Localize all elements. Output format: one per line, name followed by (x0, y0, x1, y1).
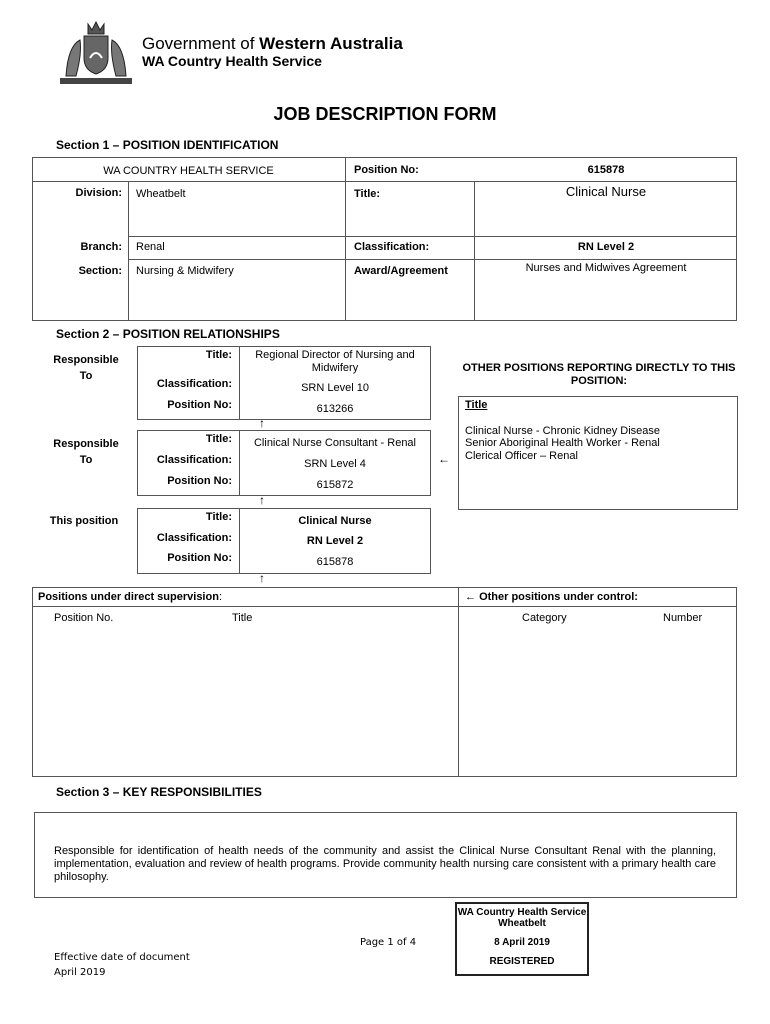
box2-position-no-label: Position No: (167, 475, 232, 487)
box3-position-no-value: 615878 (316, 556, 354, 568)
box-divider (239, 346, 240, 420)
box1-title-value: Regional Director of Nursing and Midwifery (255, 349, 415, 374)
org-name-line2: WA Country Health Service (142, 53, 322, 69)
position-no-value: 615878 (587, 164, 625, 176)
direct-supervision-label (38, 591, 222, 603)
box1-classification-label: Classification: (156, 378, 232, 390)
page-number: Page 1 of 4 (360, 937, 417, 948)
table-col-divider (345, 157, 346, 321)
section3-heading: Section 3 – KEY RESPONSIBILITIES (56, 785, 262, 799)
division-label: Division: (75, 187, 122, 199)
box3-position-no-label: Position No: (167, 552, 232, 564)
stamp-status: REGISTERED (489, 956, 555, 967)
box1-position-no-label: Position No: (167, 399, 232, 411)
section2-heading: Section 2 – POSITION RELATIONSHIPS (56, 327, 280, 341)
responsible-to-label: Responsible To (53, 354, 119, 382)
col-header-position-no: Position No. (54, 612, 114, 624)
branch-label: Branch: (80, 241, 122, 253)
other-title-header: Title (465, 399, 488, 411)
classification-label: Classification: (354, 241, 430, 253)
box3-classification-label: Classification: (156, 532, 232, 544)
award-label: Award/Agreement (354, 265, 448, 277)
box2-title-label: Title: (205, 433, 232, 445)
effective-date-value: April 2019 (54, 967, 106, 978)
table-col-divider (128, 181, 129, 321)
box1-title-label: Title: (205, 349, 232, 361)
box-divider (239, 508, 240, 574)
table-row-divider (128, 236, 737, 237)
title-label: Title: (354, 188, 381, 200)
direct-supervision-colon: : (218, 591, 222, 603)
division-value: Wheatbelt (136, 188, 186, 200)
box2-classification-value: SRN Level 4 (304, 458, 366, 470)
supervision-table (32, 587, 737, 777)
col-header-category: Category (522, 612, 567, 624)
position-no-label: Position No: (354, 164, 419, 176)
org-name-line1 (142, 34, 403, 54)
direct-supervision-text: Positions under direct supervision (38, 591, 219, 603)
arrow-left-icon: ← (438, 452, 450, 466)
key-responsibilities-text: Responsible for identification of health needs of the community and assist the Clinical Nurse Consultant Renal with the planning, implementation, evaluation and review of health programs. Provide community health nursing care consistent with a primary health care philosophy. (54, 845, 716, 883)
section1-heading: Section 1 – POSITION IDENTIFICATION (56, 138, 279, 152)
org-name-cell: WA COUNTRY HEALTH SERVICE (103, 165, 274, 177)
section-label: Section: (78, 265, 122, 277)
title-value: Clinical Nurse (565, 184, 647, 199)
box1-position-no-value: 613266 (316, 403, 354, 415)
stamp-line1: WA Country Health Service (457, 907, 587, 918)
other-position-item: Senior Aboriginal Health Worker - Renal (465, 437, 660, 449)
other-control-label (465, 591, 638, 603)
box-divider (239, 430, 240, 496)
arrow-up-icon: ↑ (259, 571, 265, 585)
arrow-up-icon: ↑ (259, 493, 265, 507)
other-positions-heading: OTHER POSITIONS REPORTING DIRECTLY TO THIS POSITION: (462, 362, 736, 387)
other-control-text: Other positions under control: (479, 591, 638, 603)
registered-stamp (455, 902, 589, 976)
table-row-divider (32, 606, 737, 607)
document-title: JOB DESCRIPTION FORM (273, 104, 497, 124)
other-position-item: Clerical Officer – Renal (465, 450, 578, 462)
coat-of-arms-icon (58, 16, 134, 88)
responsible-to-label: Responsible To (53, 438, 119, 466)
this-position-label: This position (49, 515, 119, 527)
section-value: Nursing & Midwifery (136, 265, 234, 277)
box2-position-no-value: 615872 (316, 479, 354, 491)
box3-title-label: Title: (205, 511, 232, 523)
box2-classification-label: Classification: (156, 454, 232, 466)
org-bold: Western Australia (259, 34, 403, 53)
stamp-line2: Wheatbelt (498, 918, 546, 929)
stamp-date: 8 April 2019 (494, 937, 550, 948)
box3-title-value: Clinical Nurse (298, 515, 372, 527)
org-prefix: Government of (142, 34, 260, 53)
effective-date-label: Effective date of document (54, 952, 190, 963)
table-col-divider (458, 587, 459, 777)
branch-value: Renal (136, 241, 165, 253)
arrow-up-icon: ↑ (259, 416, 265, 430)
col-header-number: Number (663, 612, 703, 624)
table-row-divider (128, 259, 737, 260)
award-value: Nurses and Midwives Agreement (525, 262, 687, 274)
box2-title-value: Clinical Nurse Consultant - Renal (253, 437, 416, 449)
box1-classification-value: SRN Level 10 (301, 382, 369, 394)
box3-classification-value: RN Level 2 (306, 535, 364, 547)
classification-value: RN Level 2 (577, 241, 635, 253)
col-header-title: Title (232, 612, 253, 624)
other-position-item: Clinical Nurse - Chronic Kidney Disease (465, 425, 661, 437)
arrow-left-icon: ← (465, 591, 476, 603)
coat-of-arms-logo (58, 16, 134, 88)
table-row-divider (32, 181, 737, 182)
